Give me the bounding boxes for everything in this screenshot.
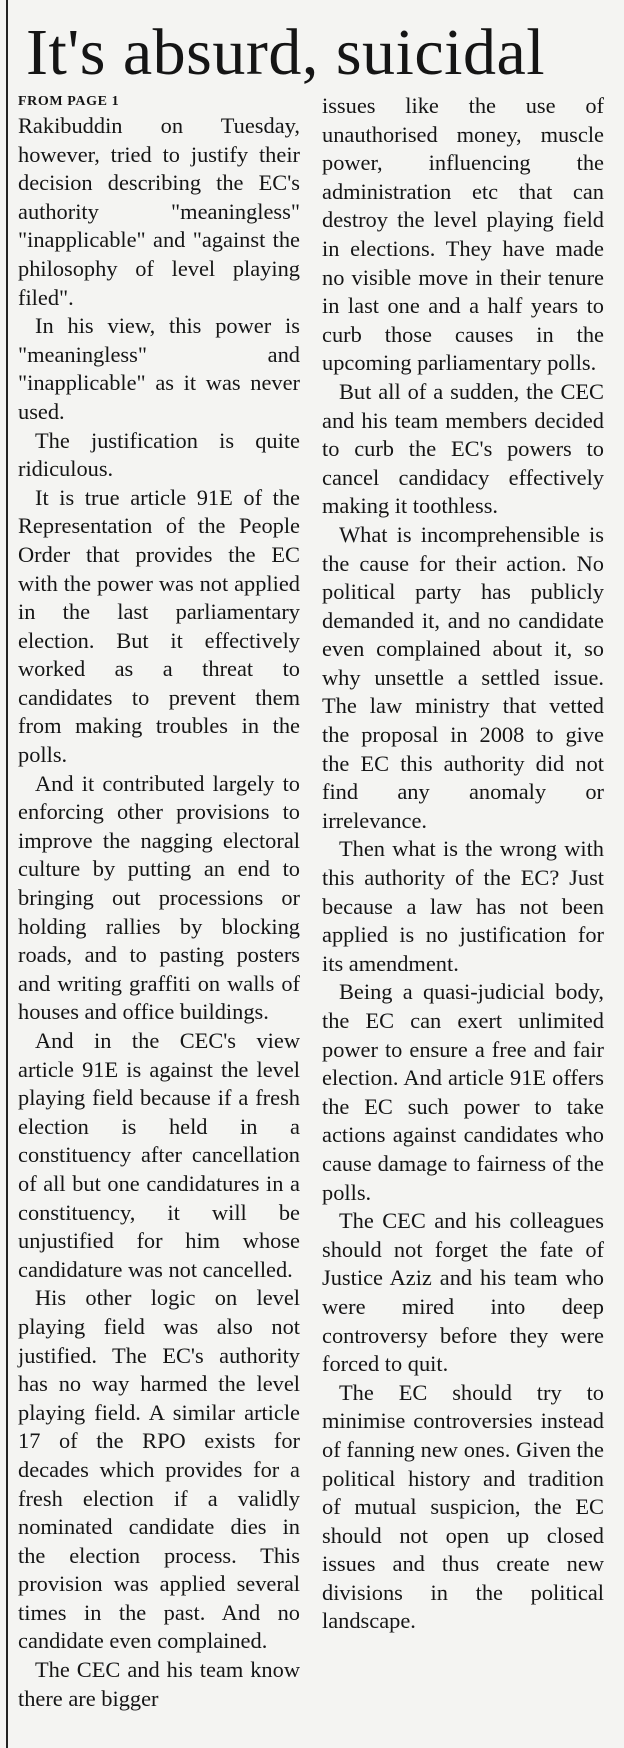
paragraph: And it contributed largely to enforcing other provisions to improve the nagging electoral culture by putting an end to bringing out processions or holding rallies by blocking roads, and to pasting posters and writing graffiti on walls of houses and office buildings. (18, 770, 300, 1025)
paragraph: The EC should try to minimise controversies instead of fanning new ones. Given the political history and tradition of mutual suspicion, the EC should not open up closed issues and thus create new divisions in the political landscape. (322, 1379, 604, 1634)
continuation-kicker: FROM PAGE 1 (18, 94, 120, 109)
column-rule (6, 0, 8, 1748)
paragraph: Then what is the wrong with this authority of the EC? Just because a law has not been applied is no justification for its amendment. (322, 836, 604, 976)
paragraph: His other logic on level playing field was also not justified. The EC's authority has no way harmed the level playing field. A similar article 17 of the RPO exists for decades which provides for a fresh election if a validly nominated candidate dies in the election process. This provision was applied several times in the past. And no candidate even complained. (18, 1285, 300, 1654)
paragraph: The CEC and his colleagues should not forget the fate of Justice Aziz and his team who were mired into deep controversy before they were forced to quit. (322, 1208, 604, 1377)
article-column-left (18, 92, 300, 1713)
article-column-right (322, 92, 604, 1636)
paragraph: But all of a sudden, the CEC and his team members decided to curb the EC's powers to cancel candidacy effectively making it toothless. (322, 378, 604, 519)
paragraph: What is incomprehensible is the cause for their action. No political party has publicly demanded it, and no candidate even complained about it, so why unsettle a settled issue. The law ministry that vetted the proposal in 2008 to give the EC this authority did not find any anomaly or irrelevance. (322, 521, 604, 833)
paragraph: The justification is quite ridiculous. (18, 427, 300, 482)
paragraph: Being a quasi-judicial body, the EC can exert unlimited power to ensure a free and fair election. And article 91E offers the EC such power to take actions against candidates who cause damage to fairness of the polls. (322, 979, 604, 1205)
paragraph: issues like the use of unauthorised money, muscle power, influencing the administration etc that can destroy the level playing field in elections. They have made no visible move in their tenure in last one and a half years to curb those causes in the upcoming parliamentary polls. (322, 93, 604, 376)
paragraph: The CEC and his team know there are bigger (18, 1657, 300, 1711)
paragraph: And in the CEC's view article 91E is against the level playing field because if a fresh election is held in a constituency after cancellation of all but one candidatures in a constituency, it will be unjustified for him whose candidature was not cancelled. (18, 1028, 300, 1282)
headline: It's absurd, suicidal (26, 16, 546, 89)
paragraph: Rakibuddin on Tuesday, however, tried to justify their decision describing the EC's authority "meaningless" "inapplicable" and "against the philosophy of level playing filed". (18, 113, 300, 310)
paragraph: It is true article 91E of the Representation of the People Order that provides the EC with the power was not applied in the last parliamentary election. But it effectively worked as a threat to candidates to prevent them from making troubles in the polls. (18, 484, 300, 768)
paragraph: In his view, this power is "meaningless" and "inapplicable" as it was never used. (18, 313, 300, 424)
